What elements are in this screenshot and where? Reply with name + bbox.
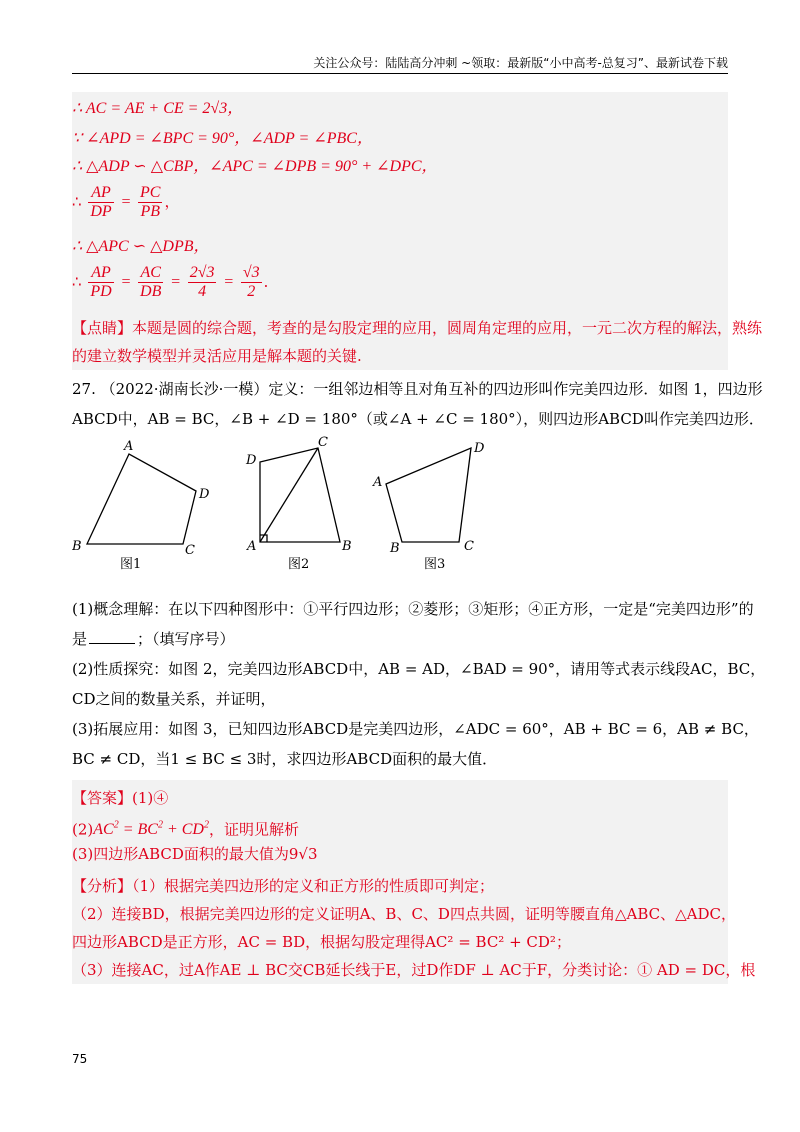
figures [72, 434, 512, 574]
q2-line-a: (2)性质探究：如图 2，完美四边形ABCD中，AB = AD，∠BAD = 90°，请用等式表示线段AC，BC， [72, 660, 766, 678]
solution-line-3: ∴ △ADP ∽ △CBP，∠APC = ∠DPB = 90° + ∠DPC， [72, 158, 438, 175]
q3-line-a: (3)拓展应用：如图 3，已知四边形ABCD是完美四边形，∠ADC = 60°，AB + BC = 6，AB ≠ BC， [72, 720, 759, 738]
solution-line-5: ∴ △APC ∽ △DPB， [72, 238, 210, 255]
q1-line-b: 是 ；（填写序号） [72, 630, 235, 648]
fig2-label: 图2 [288, 557, 310, 572]
q2-line-b: CD之间的数量关系，并证明， [72, 690, 276, 708]
fig1-label: 图1 [120, 557, 142, 572]
solution-block [72, 92, 763, 370]
page-number: 75 [72, 1052, 88, 1066]
figure-2 [260, 448, 340, 542]
fig1-point-A: A [124, 439, 134, 454]
fig2-point-B: B [342, 539, 352, 554]
answer-block [72, 780, 756, 984]
page-header [72, 54, 728, 72]
analysis-line-3: 四边形ABCD是正方形，AC = BD，根据勾股定理得AC² = BC² + CD²； [72, 933, 571, 951]
figure-3 [386, 448, 471, 542]
dianjing-line-2: 的建立数学模型并灵活应用是解本题的关键. [72, 347, 362, 365]
solution-line-1: ∴ AC = AE + CE = 2√3， [72, 100, 244, 117]
answer-blank[interactable] [89, 643, 135, 644]
figure-1 [87, 454, 196, 544]
analysis-line-2: （2）连接BD，根据完美四边形的定义证明A、B、C、D四点共圆，证明等腰直角△ABC、△ADC， [72, 905, 736, 923]
q3-line-b: BC ≠ CD，当1 ≤ BC ≤ 3时，求四边形ABCD面积的最大值． [72, 750, 498, 768]
q27-line-2: ABCD中，AB = BC，∠B + ∠D = 180°（或∠A + ∠C = 180°），则四边形ABCD叫作完美四边形． [72, 410, 764, 428]
answer-line-1: 【答案】(1)④ [72, 789, 169, 807]
dianjing-line-1: 【点睛】本题是圆的综合题，考查的是勾股定理的应用，圆周角定理的应用，一元二次方程的解法，熟练 [72, 319, 763, 337]
sub-questions [72, 598, 766, 778]
answer-line-3: (3)四边形ABCD面积的最大值为9√3 [72, 845, 318, 863]
fig2-point-A: A [247, 539, 257, 554]
fig3-point-C: C [464, 539, 474, 554]
fig1-point-B: B [72, 539, 82, 554]
fig1-point-C: C [185, 543, 195, 558]
solution-line-6: ∴ $\frac{AP}{PD}$ = $\frac{AC}{DB}$ = $\frac{2√3}{4}$ = $\frac{√3}{2}$ ． [72, 264, 279, 300]
fig2-point-D: D [246, 453, 257, 468]
header-text: 关注公众号：陆陆高分冲刺 ~领取：最新版“小中高考-总复习”、最新试卷下载 [313, 56, 728, 70]
fig3-point-B: B [390, 541, 400, 556]
analysis-line-4: （3）连接AC，过A作AE ⊥ BC交CB延长线于E，过D作DF ⊥ AC于F，分类讨论：① AD = DC，根 [72, 961, 756, 979]
fig3-point-D: D [474, 441, 485, 456]
q1-line-a: (1)概念理解：在以下四种图形中：①平行四边形；②菱形；③矩形；④正方形，一定是“完美四边形”的 [72, 600, 754, 618]
header-rule [72, 73, 728, 74]
q27-line-1: 27. （2022·湖南长沙·一模）定义：一组邻边相等且对角互补的四边形叫作完美四边形．如图 1，四边形 [72, 380, 763, 398]
fig1-point-D: D [199, 487, 210, 502]
solution-line-4: ∴ $\frac{AP}{DP}$ = $\frac{PC}{PB}$ ， [72, 184, 180, 220]
solution-line-2: ∵ ∠APD = ∠BPC = 90°，∠ADP = ∠PBC， [72, 130, 373, 147]
answer-line-2: $(2)AC^2 = BC^2 + CD^2$，证明见解析 [72, 820, 299, 839]
analysis-line-1: 【分析】（1）根据完美四边形的定义和正方形的性质即可判定； [72, 877, 495, 895]
fig3-point-A: A [373, 475, 383, 490]
fig2-point-C: C [318, 435, 328, 450]
fig3-label: 图3 [424, 557, 446, 572]
